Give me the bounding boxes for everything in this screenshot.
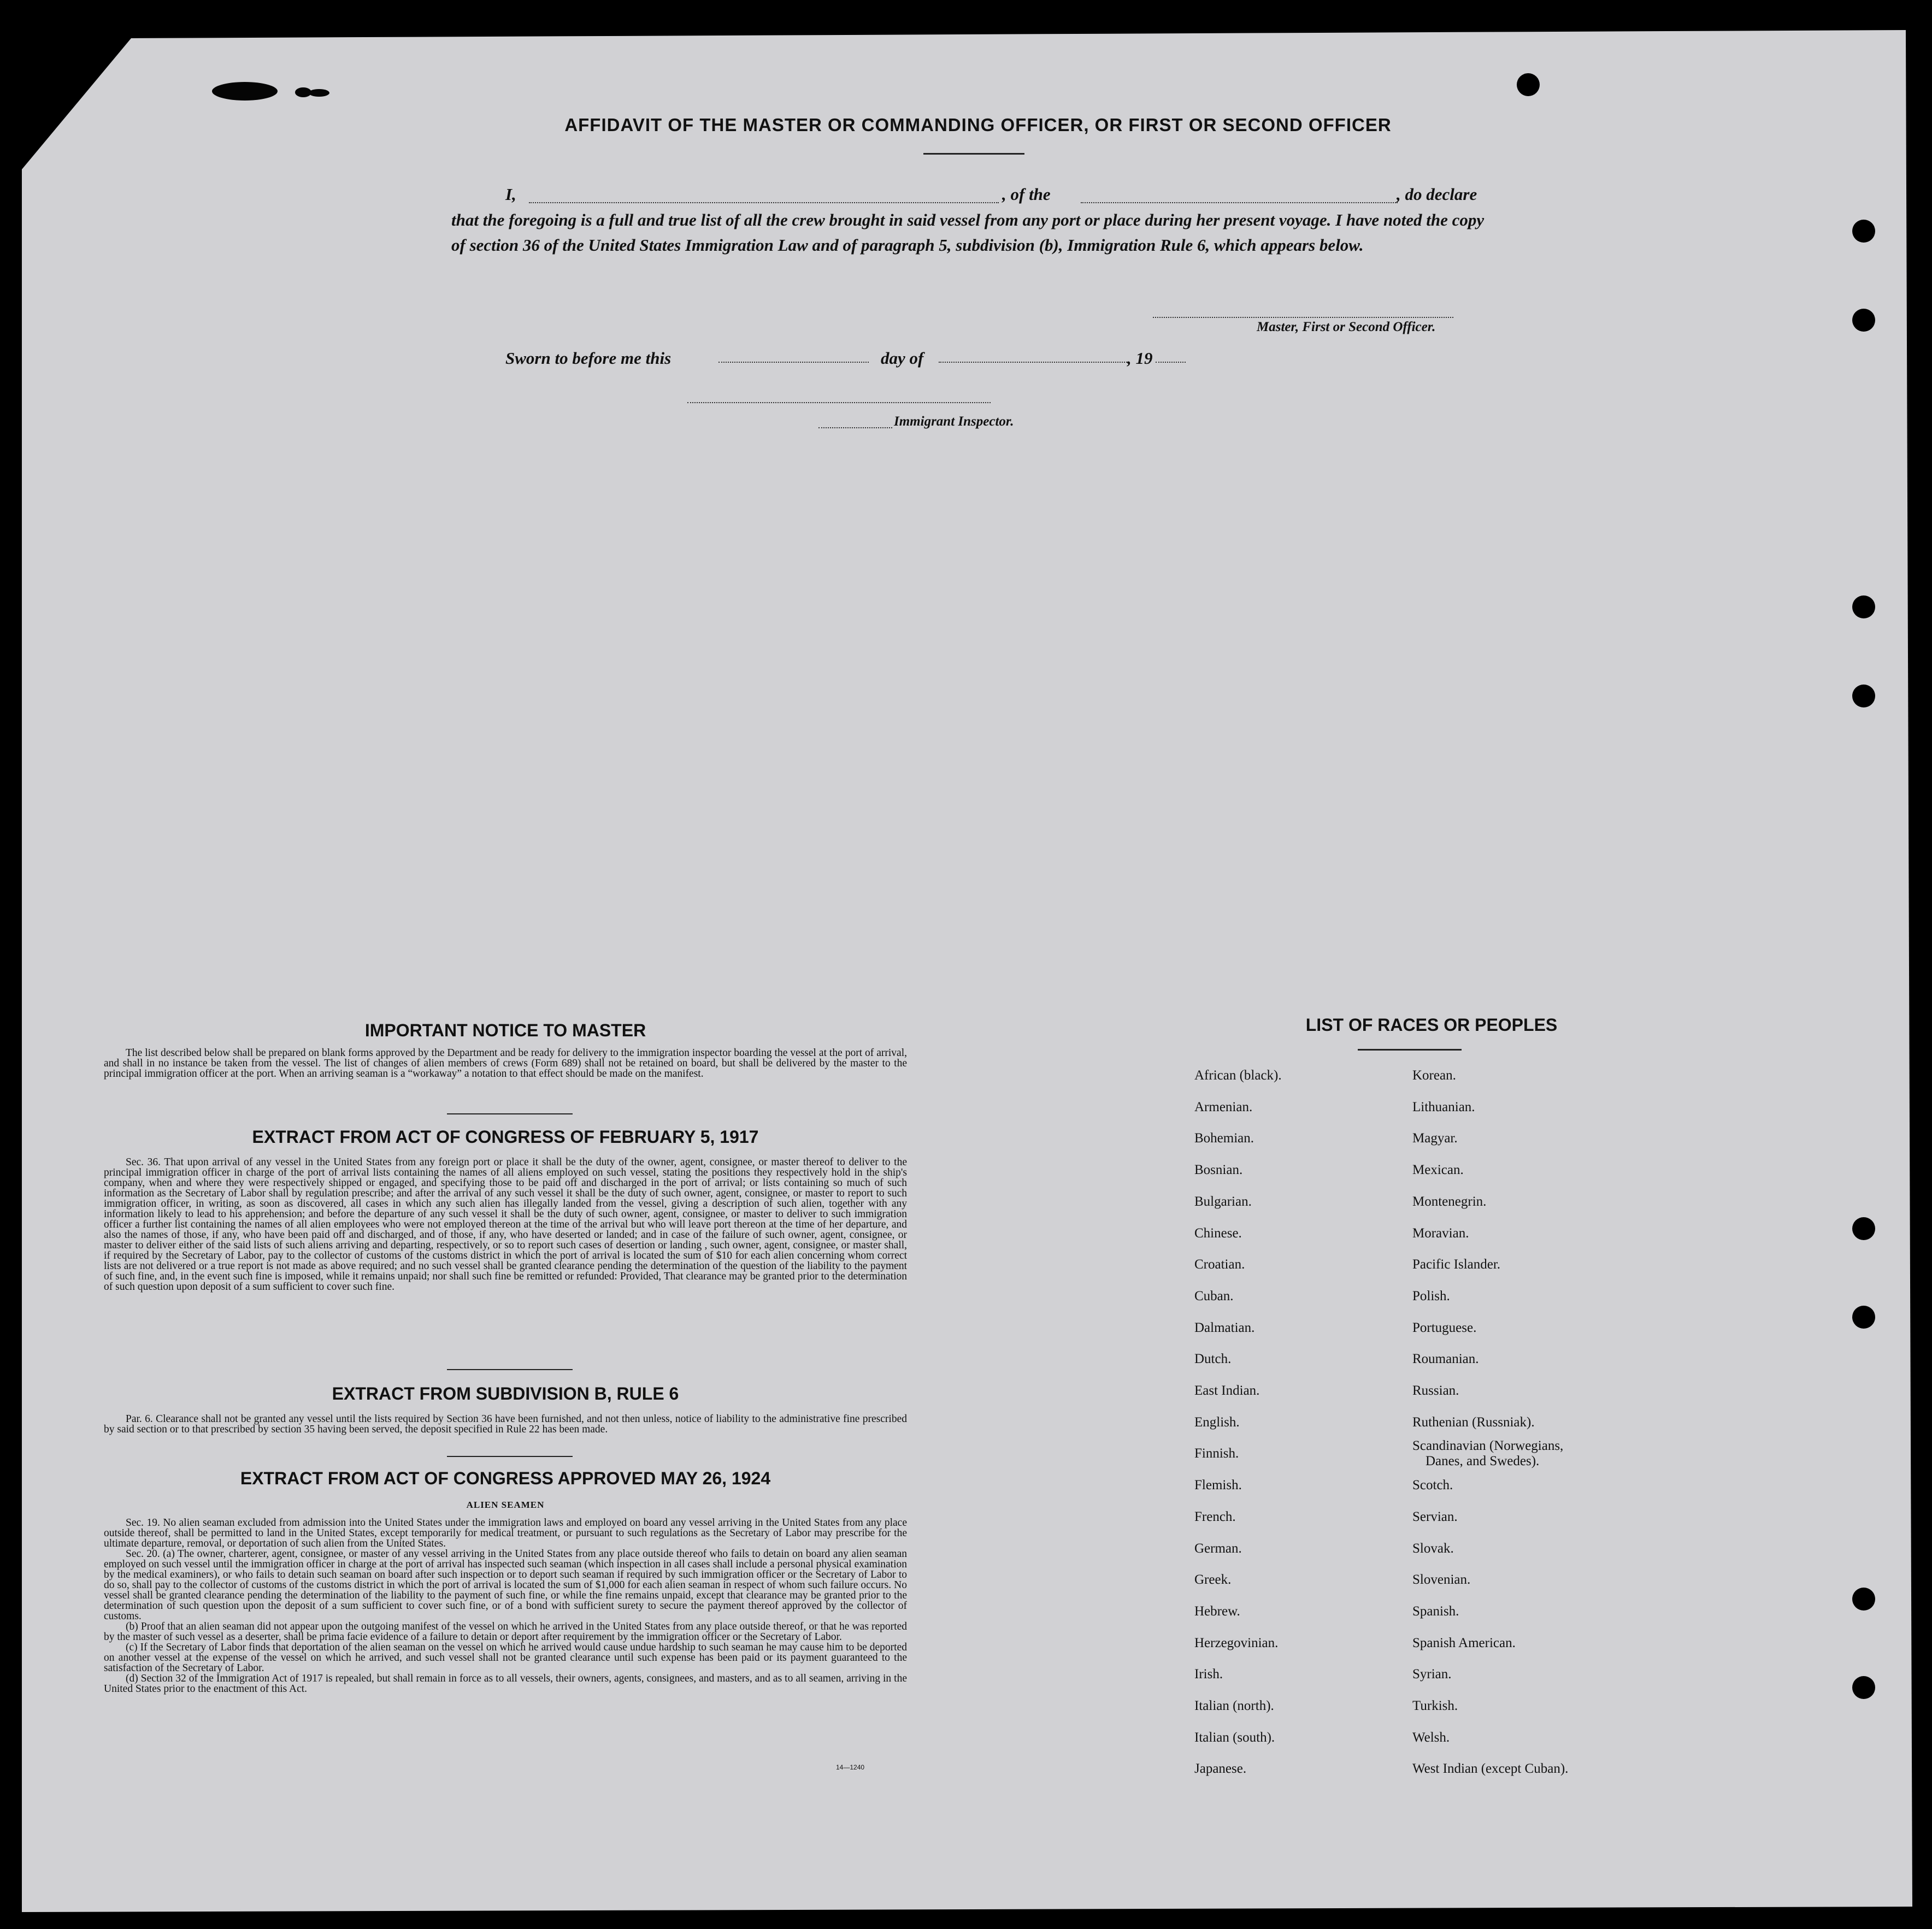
race-item: Cuban. bbox=[1194, 1288, 1234, 1303]
race-item: Japanese. bbox=[1194, 1761, 1247, 1777]
affidavit-declare: , do declare bbox=[1397, 185, 1477, 204]
master-signature-line[interactable] bbox=[1153, 317, 1453, 318]
race-item: Bohemian. bbox=[1194, 1131, 1254, 1146]
race-item: Italian (south). bbox=[1194, 1730, 1275, 1745]
race-item: French. bbox=[1194, 1509, 1236, 1524]
race-item: Bulgarian. bbox=[1194, 1194, 1252, 1209]
sworn-prefix: Sworn to before me this bbox=[505, 349, 672, 368]
extract-1924-paragraph: (d) Section 32 of the Immigration Act of 1917 is repealed, but shall remain in force as to all vessels, their owners, agents, consignees, and masters, and as to all seamen, arriving in the United States prior to the enactment of this Act. bbox=[104, 1673, 907, 1695]
extract-1924-paragraph: (c) If the Secretary of Labor finds that deportation of the alien seaman on the vessel on which he arrived would cause undue hardship to such seaman he may cause him to be deported on another vessel at the expense of the vessel on which he arrived, and such vessel shall not be granted clearance until such expense has been paid or its payment guaranteed to the satisfaction of the Secretary of Labor. bbox=[104, 1642, 907, 1674]
binder-hole bbox=[1852, 685, 1875, 707]
inspector-signature-line[interactable] bbox=[687, 402, 991, 403]
binder-hole bbox=[1852, 1217, 1875, 1240]
race-item: English. bbox=[1194, 1414, 1240, 1430]
notice-paragraph: The list described below shall be prepared on blank forms approved by the Department and be ready for delivery to the immigration inspector boarding the vessel at the port of arrival, and shall in no instance be taken from the vessel. The list of changes of alien members of crews (Form 689) shall not be retained on board, but shall be delivered by the master to the principal immigration officer at the port. When an arriving seaman is a “workaway” a notation to that effect should be made on the manifest. bbox=[104, 1047, 907, 1079]
binder-hole bbox=[1852, 309, 1875, 332]
master-signature-label: Master, First or Second Officer. bbox=[1257, 320, 1436, 334]
extract-rule6-title: EXTRACT FROM SUBDIVISION B, RULE 6 bbox=[332, 1384, 679, 1403]
binder-hole bbox=[1852, 1676, 1875, 1699]
race-item: Herzegovinian. bbox=[1194, 1635, 1279, 1650]
race-item: Turkish. bbox=[1412, 1698, 1458, 1713]
race-item: Lithuanian. bbox=[1412, 1099, 1475, 1114]
race-item: Servian. bbox=[1412, 1509, 1458, 1524]
extract-1924-paragraph: (b) Proof that an alien seaman did not appear upon the outgoing manifest of the vessel on which he arrived in the United States from any place outside thereof, or that he was reported by the master of such vessel as a deserter, shall be prima facie evidence of a failure to detain or deport after requirement by the immigration officer or the Secretary of Labor. bbox=[104, 1621, 907, 1643]
race-item: Spanish American. bbox=[1412, 1635, 1516, 1650]
vessel-blank[interactable] bbox=[1081, 202, 1398, 203]
section-divider bbox=[447, 1456, 573, 1457]
sworn-day-blank[interactable] bbox=[718, 362, 869, 363]
race-item: Scandinavian (Norwegians, Danes, and Swedes). bbox=[1412, 1438, 1564, 1469]
binder-hole bbox=[1852, 1588, 1875, 1611]
alien-seamen-subtitle: ALIEN SEAMEN bbox=[466, 1500, 545, 1510]
race-item: Irish. bbox=[1194, 1667, 1223, 1682]
race-item: Finnish. bbox=[1194, 1446, 1239, 1461]
extract-1917-text bbox=[104, 1157, 907, 1292]
extract-rule6-text bbox=[104, 1414, 907, 1435]
extract-1924-text bbox=[104, 1518, 907, 1694]
affidavit-i: I, bbox=[505, 185, 516, 204]
binder-hole bbox=[1517, 73, 1540, 96]
name-blank[interactable] bbox=[529, 202, 999, 203]
ink-smudge bbox=[309, 89, 329, 97]
sworn-year: , 19 bbox=[1127, 349, 1153, 368]
affidavit-of-the: , of the bbox=[1002, 185, 1051, 204]
race-item: German. bbox=[1194, 1541, 1242, 1556]
race-item: Ruthenian (Russniak). bbox=[1412, 1414, 1535, 1430]
races-title-underline bbox=[1358, 1049, 1462, 1051]
race-item: East Indian. bbox=[1194, 1383, 1260, 1398]
ink-smudge bbox=[212, 82, 278, 101]
sworn-year-blank[interactable] bbox=[1156, 362, 1186, 363]
race-item: Moravian. bbox=[1412, 1225, 1469, 1241]
binder-hole bbox=[1852, 220, 1875, 243]
section-divider bbox=[447, 1113, 573, 1114]
race-item: Welsh. bbox=[1412, 1730, 1450, 1745]
race-item: Dutch. bbox=[1194, 1352, 1232, 1367]
race-item: Slovenian. bbox=[1412, 1572, 1471, 1588]
race-item: Syrian. bbox=[1412, 1667, 1452, 1682]
title-underline bbox=[923, 153, 1024, 155]
race-item: Pacific Islander. bbox=[1412, 1257, 1501, 1272]
section-divider bbox=[447, 1369, 573, 1370]
extract-1924-title: EXTRACT FROM ACT OF CONGRESS APPROVED MAY 26, 1924 bbox=[240, 1468, 771, 1488]
race-item: Magyar. bbox=[1412, 1131, 1458, 1146]
race-item: Slovak. bbox=[1412, 1541, 1454, 1556]
race-item: Bosnian. bbox=[1194, 1163, 1243, 1178]
race-item: Flemish. bbox=[1194, 1478, 1242, 1493]
race-item: Montenegrin. bbox=[1412, 1194, 1487, 1209]
race-item: Mexican. bbox=[1412, 1163, 1464, 1178]
race-item: Korean. bbox=[1412, 1068, 1456, 1083]
form-number: 14—1240 bbox=[836, 1763, 865, 1771]
race-item: Italian (north). bbox=[1194, 1698, 1274, 1713]
binder-hole bbox=[1852, 595, 1875, 618]
race-item: African (black). bbox=[1194, 1068, 1282, 1083]
race-item: Polish. bbox=[1412, 1288, 1450, 1303]
notice-text bbox=[104, 1048, 907, 1079]
race-item: Chinese. bbox=[1194, 1225, 1242, 1241]
race-item: Greek. bbox=[1194, 1572, 1232, 1588]
affidavit-title: AFFIDAVIT OF THE MASTER OR COMMANDING OFFICER, OR FIRST OR SECOND OFFICER bbox=[564, 115, 1392, 135]
affidavit-body: that the foregoing is a full and true list of all the crew brought in said vessel from any port or place during her present voyage. I have noted the copy of section 36 of the United States Immigration Law and of paragraph 5, subdivision (b), Immigration Rule 6, which appears below. bbox=[451, 210, 1485, 255]
sworn-day-of: day of bbox=[881, 349, 924, 368]
extract-1924-paragraph: Sec. 20. (a) The owner, charterer, agent, consignee, or master of any vessel arriving in the United States from any place outside thereof who fails to detain on board any alien seaman employed on such vessel until the immigration officer in charge at the port of arrival has inspected such seaman (which inspection in all cases shall include a personal physical examination by the medical examiners), or who fails to detain such seaman on board after such inspection or to deport such seaman if required by such immigration officer or the Secretary of Labor to do so, shall pay to the collector of customs of the customs district in which the port of arrival is located the sum of $1,000 for each alien seaman in respect of whom such failure occurs. No vessel shall be granted clearance pending the determination of the liability to the payment of such fine, or while the fine remains unpaid, except that clearance may be granted prior to the determination of such question upon the deposit of a sum sufficient to cover such fine, or of a bond with sufficient surety to secure the payment thereof approved by the collector of customs. bbox=[104, 1548, 907, 1622]
race-item: Spanish. bbox=[1412, 1603, 1459, 1619]
race-item: Roumanian. bbox=[1412, 1352, 1479, 1367]
extract-1917-paragraph: Sec. 36. That upon arrival of any vessel in the United States from any foreign port or place it shall be the duty of the owner, agent, consignee, or master thereof to deliver to the principal immigration officer in charge of the port of arrival lists containing the names of all aliens employed on such vessel, stating the positions they respectively hold in the ship's company, when and where they were respectively shipped or engaged, and specifying those to be paid off and discharged in the port of arrival; or lists containing so much of such information as the Secretary of Labor shall by regulation prescribe; and after the arrival of any such vessel it shall be the duty of such owner, agent, consignee, or master to report to such immigration officer, in writing, as soon as discovered, all cases in which any such alien has illegally landed from the vessel, giving a description of such alien, together with any information likely to lead to his apprehension; and before the departure of any such vessel it shall be the duty of such owner, agent, consignee, or master to deliver to such immigration officer a further list containing the names of all alien employees who were not employed thereon at the time of the arrival but who will leave port thereon at the time of her departure, and also the names of those, if any, who have been paid off and discharged, and of those, if any, who have deserted or landed; and in case of the failure of such owner, agent, consignee, or master to deliver either of the said lists of such aliens arriving and departing, respectively, or so to report such cases of desertion or landing , such owner, agent, consignee, or master shall, if required by the Secretary of Labor, pay to the collector of customs of the customs district in which the port of arrival is located the sum of $10 for each alien concerning whom correct lists are not delivered or a true report is not made as above required; and no such vessel shall be granted clearance pending the determination of the question of the liability to the payment of such fine, and, in the event such fine is imposed, while it remains unpaid; nor shall such fine be remitted or refunded: Provided, That clearance may be granted prior to the determination of such question upon deposit of a sum sufficient to cover such fine. bbox=[104, 1157, 907, 1293]
race-item: Croatian. bbox=[1194, 1257, 1245, 1272]
race-item: Dalmatian. bbox=[1194, 1320, 1255, 1335]
notice-title: IMPORTANT NOTICE TO MASTER bbox=[364, 1020, 646, 1040]
race-item: West Indian (except Cuban). bbox=[1412, 1761, 1569, 1777]
race-item: Hebrew. bbox=[1194, 1603, 1240, 1619]
races-title: LIST OF RACES OR PEOPLES bbox=[1305, 1015, 1558, 1035]
binder-hole bbox=[1852, 1306, 1875, 1329]
extract-rule6-paragraph: Par. 6. Clearance shall not be granted any vessel until the lists required by Section 36 have been furnished, and not then unless, notice of liability to the administrative fine prescribed by said section or to that prescribed by section 35 having been served, the deposit specified in Rule 22 has been made. bbox=[104, 1413, 907, 1435]
extract-1917-title: EXTRACT FROM ACT OF CONGRESS OF FEBRUARY 5, 1917 bbox=[252, 1127, 759, 1147]
race-item: Russian. bbox=[1412, 1383, 1459, 1398]
race-item: Scotch. bbox=[1412, 1478, 1453, 1493]
inspector-lead-line bbox=[818, 427, 892, 428]
race-item: Armenian. bbox=[1194, 1099, 1253, 1114]
extract-1924-paragraph: Sec. 19. No alien seaman excluded from admission into the United States under the immigration laws and employed on board any vessel arriving in the United States from any place outside thereof, shall be permitted to land in the United States, except temporarily for medical treatment, or pursuant to such regulations as the Secretary of Labor may prescribe for the ultimate departure, removal, or deportation of such alien from the United States. bbox=[104, 1517, 907, 1549]
race-item: Portuguese. bbox=[1412, 1320, 1477, 1335]
inspector-label: Immigrant Inspector. bbox=[894, 414, 1014, 429]
sworn-month-blank[interactable] bbox=[939, 362, 1127, 363]
